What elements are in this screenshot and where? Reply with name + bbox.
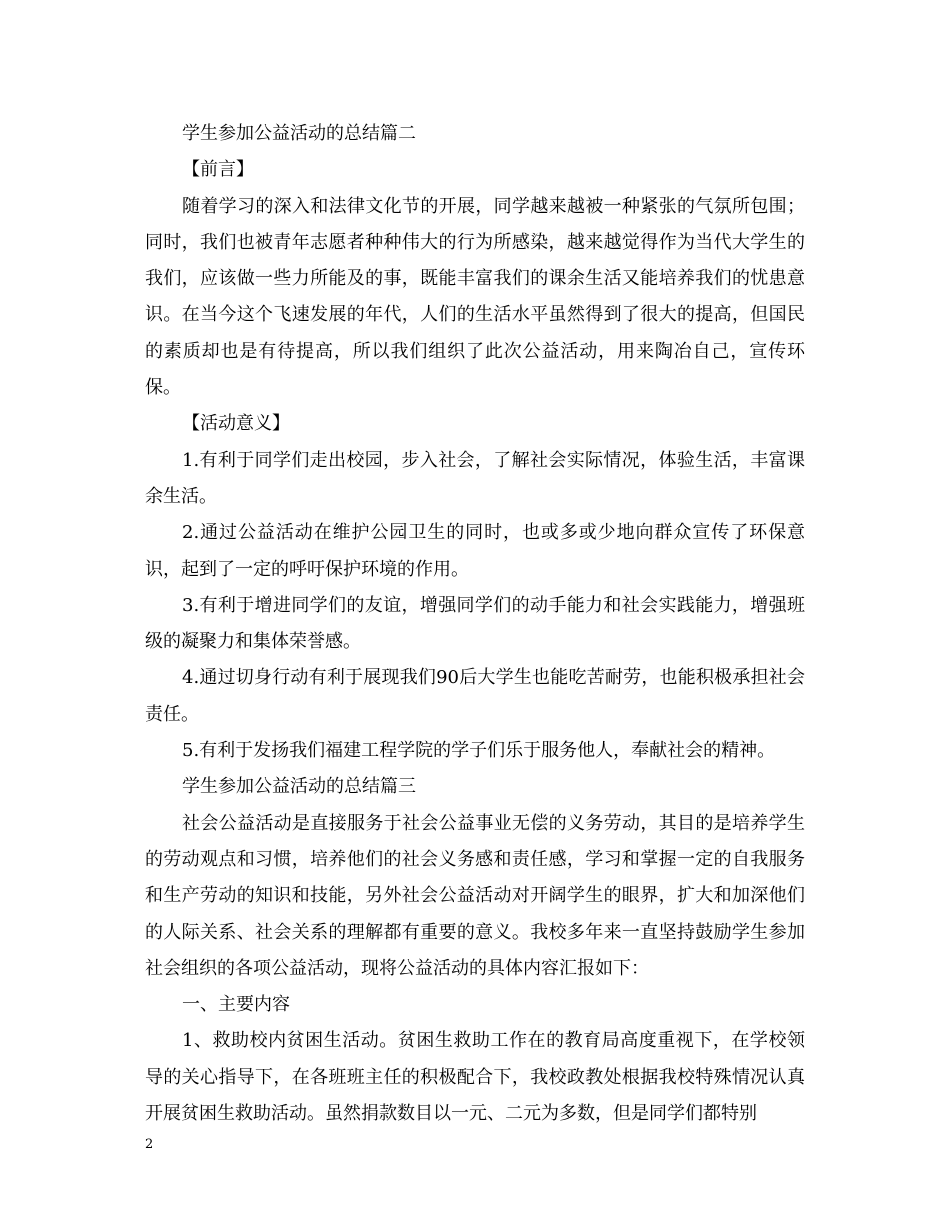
list-item-3: 3.有利于增进同学们的友谊，增强同学们的动手能力和社会实践能力，增强班级的凝聚力和集体荣誉感。 — [145, 594, 805, 653]
paragraph-preface: 随着学习的深入和法律文化节的开展，同学越来越被一种紧张的气氛所包围；同时，我们也被青年志愿者种种伟大的行为所感染，越来越觉得作为当代大学生的我们，应该做一些力所能及的事，既能丰富我们的课余生活又能培养我们的忧患意识。在当今这个飞速发展的年代，人们的生活水平虽然得到了很大的提高，但国民的素质却也是有待提高，所以我们组织了此次公益活动，用来陶冶自己，宣传环保。 — [145, 195, 805, 399]
list-item-1: 1.有利于同学们走出校园，步入社会，了解社会实际情况，体验生活，丰富课余生活。 — [145, 449, 805, 507]
section-heading: 学生参加公益活动的总结篇二 — [182, 123, 416, 144]
section-heading: 学生参加公益活动的总结篇三 — [182, 776, 416, 798]
subheading-preface: 【前言】 — [182, 159, 254, 181]
subheading-significance: 【活动意义】 — [182, 413, 290, 435]
list-item-5: 5.有利于发扬我们福建工程学院的学子们乐于服务他人，奉献社会的精神。 — [182, 740, 776, 762]
paragraph-intro: 社会公益活动是直接服务于社会公益事业无偿的义务劳动，其目的是培养学生的劳动观点和习惯，培养他们的社会义务感和责任感，学习和掌握一定的自我服务和生产劳动的知识和技能，另外社会公益活动对开阔学生的眼界，扩大和加深他们的人际关系、社会关系的理解都有重要的意义。我校多年来一直坚持鼓励学生参加社会组织的各项公益活动，现将公益活动的具体内容汇报如下： — [145, 812, 805, 979]
list-item-2: 2.通过公益活动在维护公园卫生的同时，也或多或少地向群众宣传了环保意识，起到了一定的呼吁保护环境的作用。 — [145, 522, 805, 580]
subheading-main-content: 一、主要内容 — [182, 994, 290, 1016]
document-body — [145, 116, 805, 1132]
page-number: 2 — [145, 1137, 154, 1152]
list-item-4: 4.通过切身行动有利于展现我们90后大学生也能吃苦耐劳，也能积极承担社会责任。 — [145, 667, 805, 725]
paragraph-poverty-aid: 1、救助校内贫困生活动。贫困生救助工作在的教育局高度重视下，在学校领导的关心指导下，在各班班主任的积极配合下，我校政教处根据我校特殊情况认真开展贫困生救助活动。虽然捐款数目以一元、二元为多数，但是同学们都特别 — [145, 1030, 805, 1125]
